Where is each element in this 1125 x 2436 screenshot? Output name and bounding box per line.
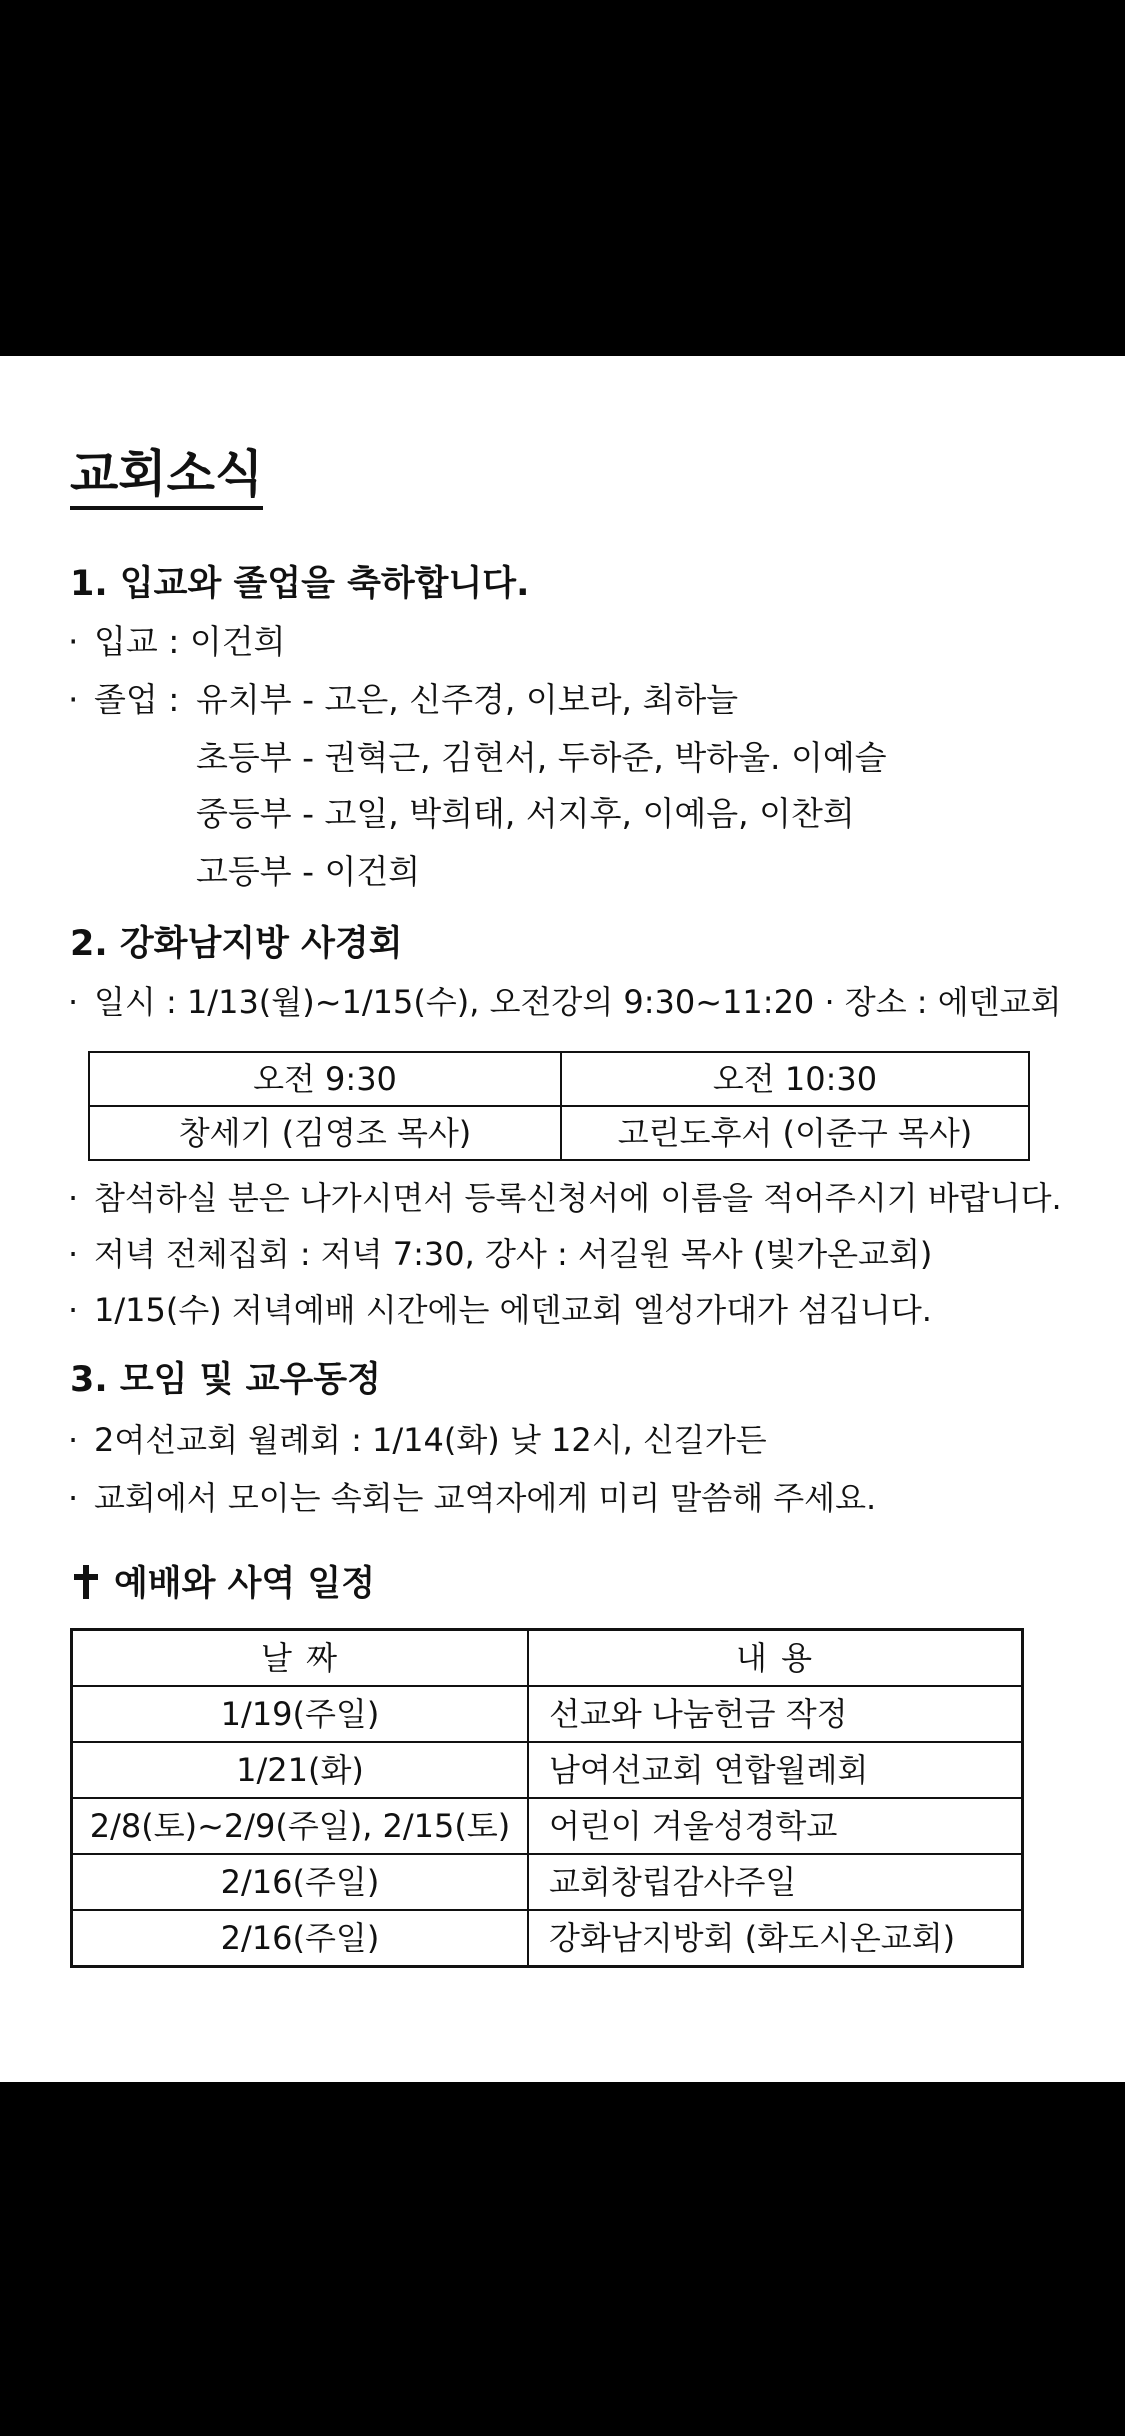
table-row (72, 1686, 1023, 1742)
note-line: · 교회에서 모이는 속회는 교역자에게 미리 말씀해 주세요. (68, 1479, 877, 1517)
content-cell: 어린이 겨울성경학교 (528, 1798, 1023, 1854)
top-black-bar (0, 0, 1125, 356)
content-cell: 선교와 나눔헌금 작정 (528, 1686, 1023, 1742)
joreop-label: · 졸업 : (68, 680, 180, 719)
schedule-heading: 예배와 사역 일정 (72, 1562, 375, 1606)
content-cell: 남여선교회 연합월례회 (528, 1742, 1023, 1798)
note-line: · 2여선교회 월례회 : 1/14(화) 낮 12시, 신길가든 (68, 1421, 767, 1459)
graduation-line: 고등부 - 이건희 (196, 852, 421, 891)
table-cell: 오전 10:30 (561, 1052, 1029, 1106)
date-cell: 2/16(주일) (72, 1910, 529, 1967)
content-cell: 교회창립감사주일 (528, 1854, 1023, 1910)
column-header: 내 용 (528, 1630, 1023, 1687)
graduation-line: 중등부 - 고일, 박희태, 서지후, 이예음, 이찬희 (196, 794, 855, 833)
table-row (72, 1742, 1023, 1798)
cross-icon (72, 1565, 100, 1599)
date-cell: 1/21(화) (72, 1742, 529, 1798)
table-header-row (72, 1630, 1023, 1687)
table-row (89, 1052, 1029, 1106)
table-row (72, 1854, 1023, 1910)
graduation-line: 유치부 - 고은, 신주경, 이보라, 최하늘 (196, 680, 739, 719)
table-row (72, 1798, 1023, 1854)
page-title: 교회소식 (70, 444, 263, 510)
column-header: 날 짜 (72, 1630, 529, 1687)
date-cell: 1/19(주일) (72, 1686, 529, 1742)
bottom-black-bar (0, 2082, 1125, 2436)
table-cell: 오전 9:30 (89, 1052, 561, 1106)
note-line: · 저녁 전체집회 : 저녁 7:30, 강사 : 서길원 목사 (빛가온교회) (68, 1235, 933, 1273)
date-cell: 2/16(주일) (72, 1854, 529, 1910)
table-cell: 창세기 (김영조 목사) (89, 1106, 561, 1160)
table-cell: 고린도후서 (이준구 목사) (561, 1106, 1029, 1160)
schedule-table (70, 1628, 1024, 1968)
table-row (89, 1106, 1029, 1160)
section1-heading: 1. 입교와 졸업을 축하합니다. (70, 564, 530, 604)
church-news-document (0, 356, 1125, 2082)
lecture-table (88, 1051, 1030, 1161)
content-cell: 강화남지방회 (화도시온교회) (528, 1910, 1023, 1967)
note-line: · 참석하실 분은 나가시면서 등록신청서에 이름을 적어주시기 바랍니다. (68, 1179, 1062, 1217)
ipgyo-line: · 입교 : 이건희 (68, 622, 286, 661)
graduation-line: 초등부 - 권혁근, 김현서, 두하준, 박하울. 이예슬 (196, 738, 887, 777)
section3-heading: 3. 모임 및 교우동정 (70, 1360, 381, 1400)
section2-heading: 2. 강화남지방 사경회 (70, 924, 403, 964)
date-cell: 2/8(토)~2/9(주일), 2/15(토) (72, 1798, 529, 1854)
note-line: · 1/15(수) 저녁예배 시간에는 에덴교회 엘성가대가 섬깁니다. (68, 1291, 932, 1329)
table-row (72, 1910, 1023, 1967)
sagyeonghoe-info: · 일시 : 1/13(월)~1/15(수), 오전강의 9:30~11:20 · 장소 : 에덴교회 (68, 983, 1062, 1021)
